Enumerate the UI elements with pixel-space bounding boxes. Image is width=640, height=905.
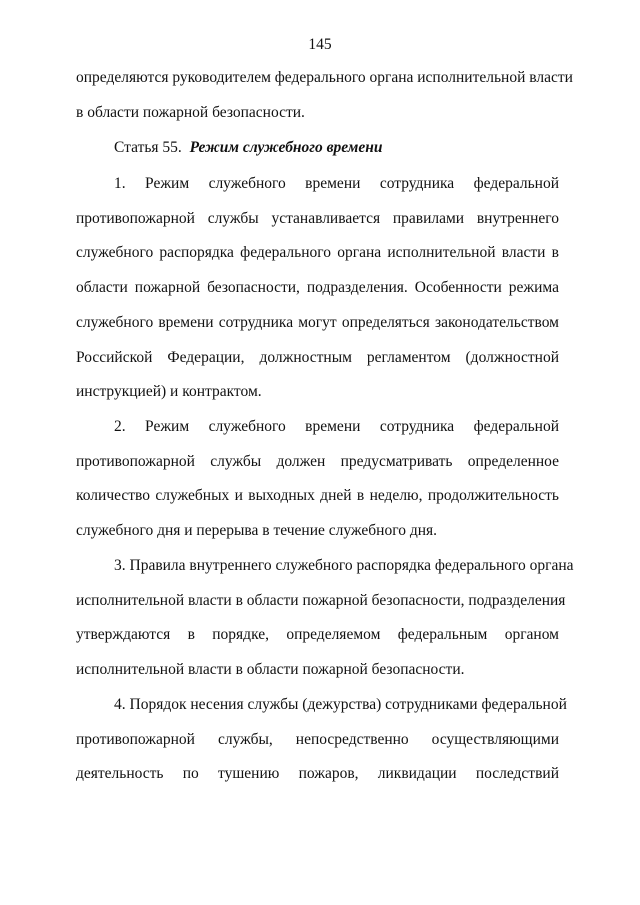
paragraph-1-line-4: области пожарной безопасности, подразделения. Особенности режима [76,279,559,296]
paragraph-3-line-4: исполнительной власти в области пожарной безопасности. [76,661,465,678]
paragraph-1-line-3: служебного распорядка федерального органа исполнительной власти в [76,244,559,261]
paragraph-4-line-2: противопожарной службы, непосредственно осуществляющими [76,731,559,748]
paragraph-3-line-1: 3. Правила внутреннего служебного распорядка федерального органа [114,557,574,574]
paragraph-4-line-1: 4. Порядок несения службы (дежурства) сотрудниками федеральной [114,696,567,713]
paragraph-3-line-2: исполнительной власти в области пожарной безопасности, подразделения [76,592,566,609]
article-label: Статья 55. [114,139,182,156]
paragraph-2-line-3: количество служебных и выходных дней в неделю, продолжительность [76,487,559,504]
intro-line-2: в области пожарной безопасности. [76,104,305,121]
paragraph-2-line-1: 2. Режим служебного времени сотрудника федеральной [114,418,559,435]
paragraph-1-line-2: противопожарной службы устанавливается правилами внутреннего [76,210,559,227]
paragraph-2-line-2: противопожарной службы должен предусматривать определенное [76,453,559,470]
article-title: Режим служебного времени [189,139,383,156]
paragraph-1-line-6: Российской Федерации, должностным регламентом (должностной [76,349,559,366]
paragraph-1-line-1: 1. Режим служебного времени сотрудника федеральной [114,175,559,192]
paragraph-2-line-4: служебного дня и перерыва в течение служебного дня. [76,522,438,539]
paragraph-4-line-3: деятельность по тушению пожаров, ликвидации последствий [76,765,559,782]
paragraph-1-line-5: служебного времени сотрудника могут определяться законодательством [76,314,559,331]
intro-line-1: определяются руководителем федерального органа исполнительной власти [76,69,573,86]
article-heading [114,138,383,158]
paragraph-1-line-7: инструкцией) и контрактом. [76,383,262,400]
page-number: 145 [308,36,332,53]
paragraph-3-line-3: утверждаются в порядке, определяемом федеральным органом [76,626,559,643]
